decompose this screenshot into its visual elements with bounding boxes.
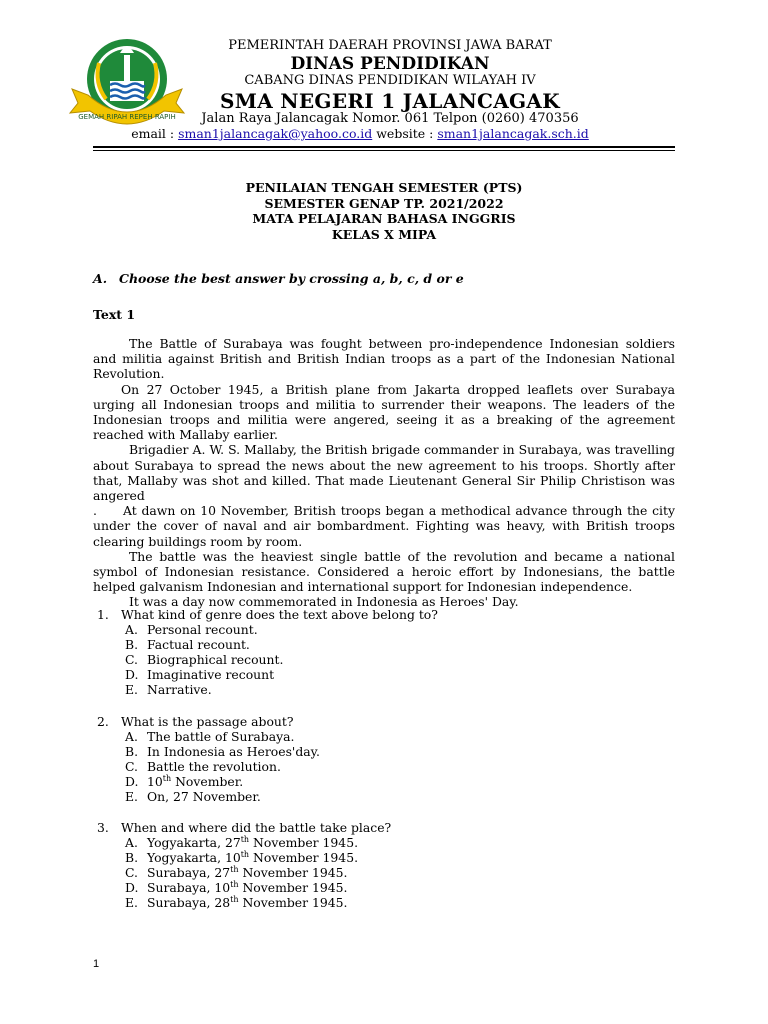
option-text-pre: 10 <box>147 774 163 789</box>
option-text-sup: th <box>230 879 239 889</box>
header-branch: CABANG DINAS PENDIDIKAN WILAYAH IV <box>244 73 536 88</box>
option-letter: D. <box>125 667 139 682</box>
header-school-name: SMA NEGERI 1 JALANCAGAK <box>220 89 560 113</box>
exam-class: KELAS X MIPA <box>331 226 437 242</box>
header-address: Jalan Raya Jalancagak Nomor. 061 Telpon (0260) 470356 <box>201 111 579 126</box>
option-text: Personal recount. <box>147 622 258 637</box>
option-text-sup: th <box>230 864 239 874</box>
answer-option[interactable] <box>97 744 677 759</box>
answer-option[interactable] <box>97 789 677 804</box>
option-text-pre: Yogyakarta, 27 <box>147 835 241 850</box>
option-text-sup: th <box>162 773 172 783</box>
email-label: email : <box>131 126 179 141</box>
option-text-post: November 1945. <box>238 895 348 910</box>
header-contact <box>100 126 620 141</box>
option-text: On, 27 November. <box>147 789 261 804</box>
option-text-post: November. <box>171 774 244 789</box>
website-link[interactable]: sman1jalancagak.sch.id <box>437 126 589 141</box>
header-rule-thick <box>93 146 675 148</box>
option-text: Imaginative recount <box>147 667 275 682</box>
question-1 <box>97 607 677 697</box>
option-text-post: November 1945. <box>249 850 359 865</box>
option-letter: C. <box>125 652 138 667</box>
option-text-sup: th <box>240 849 250 859</box>
option-text: The battle of Surabaya. <box>147 729 295 744</box>
logo-ribbon-text: GEMAH RIPAH REPEH RAPIH <box>78 113 176 121</box>
answer-option[interactable] <box>97 667 677 682</box>
question-2 <box>97 714 677 804</box>
answer-option[interactable] <box>97 622 677 637</box>
passage-paragraph: . At dawn on 10 November, British troops began a methodical advance through the city under the cover of naval and air bombardment. Fighting was heavy, with British troops clearing buildings room by room. <box>93 503 675 549</box>
passage-paragraph: It was a day now commemorated in Indonesia as Heroes' Day. <box>129 594 519 610</box>
option-text: Biographical recount. <box>147 652 284 667</box>
question-3 <box>97 820 677 910</box>
question-text: What kind of genre does the text above belong to? <box>121 607 438 622</box>
answer-option[interactable] <box>97 774 677 789</box>
passage-paragraph: On 27 October 1945, a British plane from Jakarta dropped leaflets over Surabaya urging all Indonesian troops and militia to surrender their weapons. The leaders of the Indonesian troops and militia were angered, seeing it as a breaking of the agreement reached with Mallaby earlier. <box>93 381 675 443</box>
option-text-post: November 1945. <box>238 865 348 880</box>
option-text-post: November 1945. <box>249 835 359 850</box>
header-government: PEMERINTAH DAERAH PROVINSI JAWA BARAT <box>228 38 552 53</box>
answer-option[interactable] <box>97 652 677 667</box>
option-letter: B. <box>125 744 139 759</box>
reading-passage <box>93 336 675 610</box>
option-letter: D. <box>125 774 139 789</box>
text-label: Text 1 <box>93 307 136 322</box>
option-letter: D. <box>125 880 139 895</box>
option-text-pre: Surabaya, 28 <box>147 895 231 910</box>
question-stem <box>97 714 677 729</box>
exam-titles <box>93 180 675 242</box>
option-text-post: November 1945. <box>238 880 348 895</box>
option-text: In Indonesia as Heroes'day. <box>147 744 320 759</box>
option-text-pre: Yogyakarta, 10 <box>147 850 241 865</box>
website-label: website : <box>372 126 438 141</box>
option-letter: E. <box>125 682 138 697</box>
answer-option[interactable] <box>97 865 677 880</box>
question-number: 2. <box>97 714 109 729</box>
option-letter: A. <box>125 622 138 637</box>
option-text-sup: th <box>230 894 239 904</box>
exam-semester: SEMESTER GENAP TP. 2021/2022 <box>264 195 504 211</box>
section-letter: A. <box>93 271 108 286</box>
question-text: What is the passage about? <box>121 714 294 729</box>
section-instruction <box>93 271 464 286</box>
instruction-text: Choose the best answer by crossing a, b, c, d or e <box>119 271 464 286</box>
option-letter: A. <box>125 835 138 850</box>
answer-option[interactable] <box>97 682 677 697</box>
option-text: Narrative. <box>147 682 212 697</box>
passage-paragraph: The Battle of Surabaya was fought between pro-independence Indonesian soldiers and militia against British and British Indian troops as a part of the Indonesian National Revolution. <box>93 336 675 382</box>
answer-option[interactable] <box>97 850 677 865</box>
passage-paragraph: The battle was the heaviest single battle of the revolution and became a national symbol of Indonesian resistance. Considered a heroic effort by Indonesians, the battle helped galvanism Indonesian and international support for Indonesian independence. <box>93 548 675 595</box>
option-letter: B. <box>125 637 139 652</box>
question-stem <box>97 607 677 622</box>
header-rule-thin <box>93 150 675 151</box>
question-number: 3. <box>97 820 109 835</box>
exam-title: PENILAIAN TENGAH SEMESTER (PTS) <box>245 180 523 195</box>
answer-option[interactable] <box>97 729 677 744</box>
email-link[interactable]: sman1jalancagak@yahoo.co.id <box>178 126 373 141</box>
option-letter: C. <box>125 759 138 774</box>
exam-subject: MATA PELAJARAN BAHASA INGGRIS <box>252 211 516 226</box>
question-text: When and where did the battle take place? <box>121 820 392 835</box>
option-text-pre: Surabaya, 27 <box>147 865 231 880</box>
header-department: DINAS PENDIDIKAN <box>290 54 490 74</box>
option-letter: B. <box>125 850 139 865</box>
passage-paragraph-text: At dawn on 10 November, British troops began a methodical advance through the city under the cover of naval and air bombardment. Fighting was heavy, with British troops clearing buildings room by room. <box>93 503 675 549</box>
option-letter: E. <box>125 895 138 910</box>
passage-paragraph: Brigadier A. W. S. Mallaby, the British brigade commander in Surabaya, was travelling about Surabaya to spread the news about the new agreement to his troops. Shortly after that, Mallaby was shot and killed. That made Lieutenant General Sir Philip Christison was angered <box>93 442 675 504</box>
answer-option[interactable] <box>97 759 677 774</box>
option-text: Battle the revolution. <box>147 759 281 774</box>
question-stem <box>97 820 677 835</box>
option-letter: C. <box>125 865 138 880</box>
question-number: 1. <box>97 607 109 622</box>
option-letter: E. <box>125 789 138 804</box>
answer-option[interactable] <box>97 637 677 652</box>
option-text-pre: Surabaya, 10 <box>147 880 231 895</box>
page-number: 1 <box>93 958 100 970</box>
answer-option[interactable] <box>97 835 677 850</box>
answer-option[interactable] <box>97 895 677 910</box>
option-letter: A. <box>125 729 138 744</box>
answer-option[interactable] <box>97 880 677 895</box>
option-text: Factual recount. <box>147 637 250 652</box>
option-text-sup: th <box>240 834 250 844</box>
